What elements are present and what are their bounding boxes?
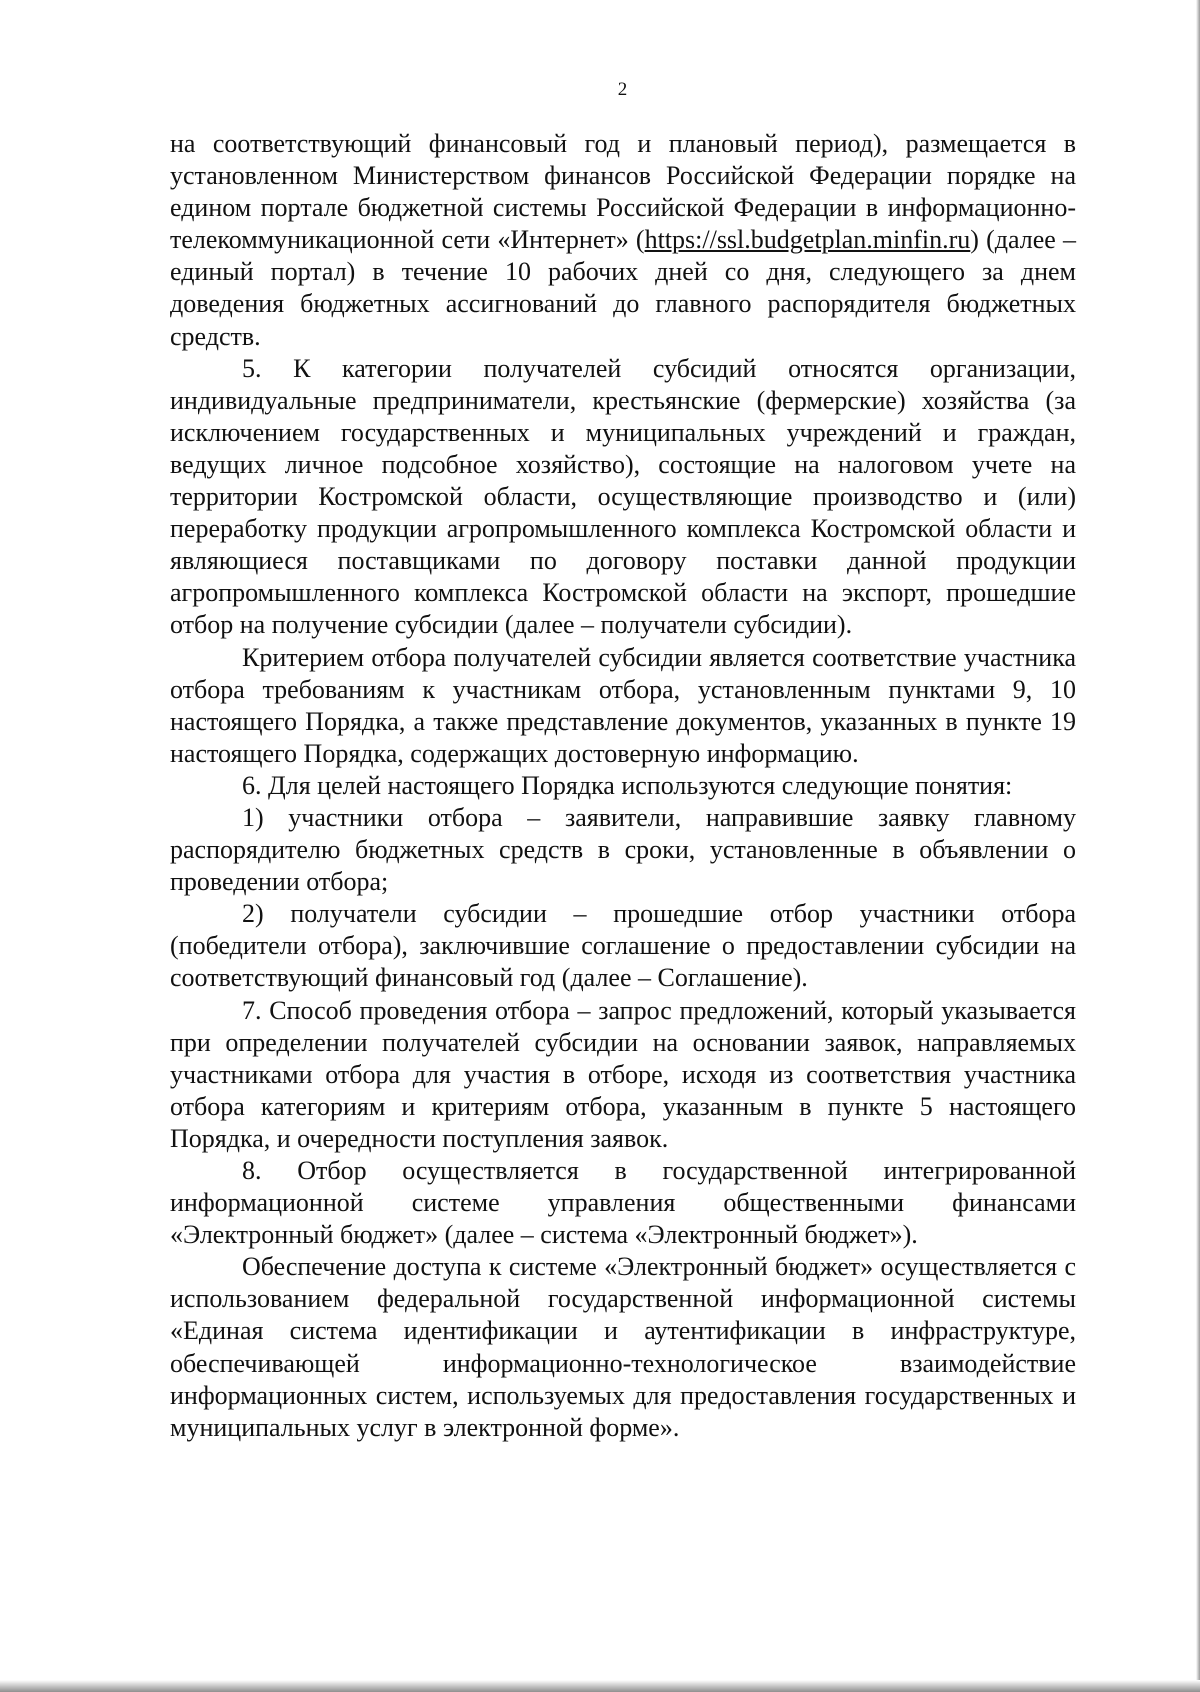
document-body [170, 128, 1076, 1444]
paragraph-access: Обеспечение доступа к системе «Электронный бюджет» осуществляется с использованием федеральной государственной информационной системы «Единая система идентификации и аутентификации в инфраструктуре, обеспечивающей информационно-технологическое взаимодействие информационных систем, используемых для предоставления государственных и муниципальных услуг в электронной форме». [170, 1252, 1076, 1442]
paragraph-subitem-1: 1) участники отбора – заявители, направившие заявку главному распорядителю бюджетных средств в сроки, установленные в объявлении о проведении отбора; [170, 802, 1076, 897]
paragraph-selection-criterion: Критерием отбора получателей субсидии является соответствие участника отбора требованиям к участникам отбора, установленным пунктами 9, 10 настоящего Порядка, а также представление документов, указанных в пункте 19 настоящего Порядка, содержащих достоверную информацию. [170, 642, 1076, 768]
scan-edge-bottom [0, 1680, 1200, 1692]
scan-edge-right [1196, 0, 1200, 1692]
paragraph-text: на соответствующий финансовый год и плановый период), размещается в установленном Министерством финансов Российской Федерации порядке на едином портале бюджетной системы Российской Федерации в информационно-телекоммуникационной сети «Интернет» ( [170, 129, 1076, 255]
page-number: 2 [617, 79, 628, 100]
paragraph-item-6: 6. Для целей настоящего Порядка используются следующие понятия: [242, 770, 1013, 800]
paragraph-item-8: 8. Отбор осуществляется в государственной интегрированной информационной системе управления общественными финансами «Электронный бюджет» (далее – система «Электронный бюджет»). [170, 1156, 1076, 1250]
paragraph-item-5: 5. К категории получателей субсидий относятся организации, индивидуальные предприниматели, крестьянские (фермерские) хозяйства (за исключением государственных и муниципальных учреждений и граждан, ведущих личное подсобное хозяйство), состоящие на налоговом учете на территории Костромской области, осуществляющие производство и (или) переработку продукции агропромышленного комплекса Костромской области и являющиеся поставщиками по договору поставки данной продукции агропромышленного комплекса Костромской области на экспорт, прошедшие отбор на получение субсидии (далее – получатели субсидии). [170, 353, 1076, 640]
budget-portal-link[interactable]: https://ssl.budgetplan.minfin.ru [644, 225, 971, 255]
paragraph-subitem-2: 2) получатели субсидии – прошедшие отбор участники отбора (победители отбора), заключившие соглашение о предоставлении субсидии на соответствующий финансовый год (далее – Соглашение). [170, 899, 1076, 993]
paragraph-text: ) (далее – единый портал) в течение 10 рабочих дней со дня, следующего за днем доведения бюджетных ассигнований до главного распорядителя бюджетных средств. [170, 225, 1077, 351]
paragraph-item-7: 7. Способ проведения отбора – запрос предложений, который указывается при определении получателей субсидии на основании заявок, направляемых участниками отбора для участия в отборе, исходя из соответствия участника отбора категориям и критериям отбора, указанным в пункте 5 настоящего Порядка, и очередности поступления заявок. [170, 995, 1076, 1153]
paragraph-continuation [170, 128, 1076, 353]
